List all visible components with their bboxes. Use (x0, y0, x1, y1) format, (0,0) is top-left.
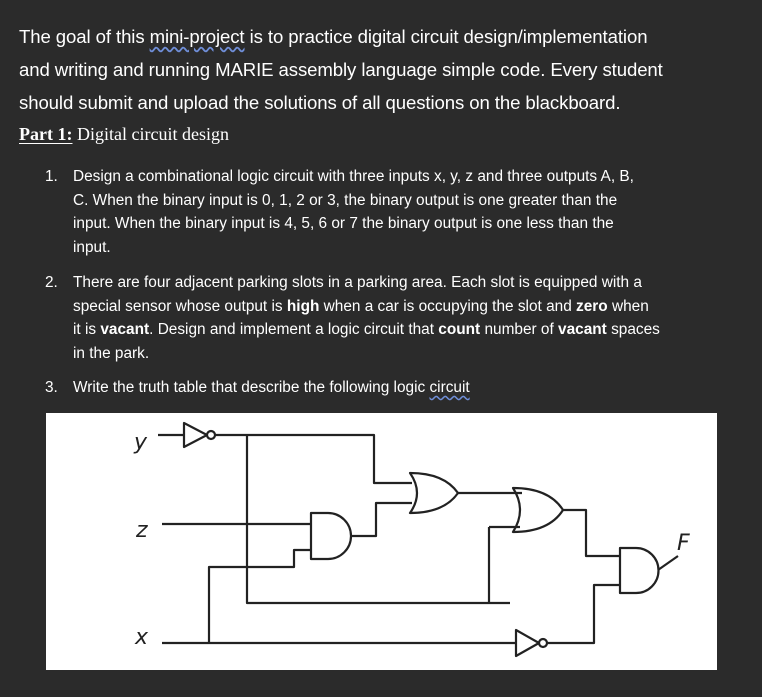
part-label: Part 1: (19, 124, 73, 144)
text-run: when (607, 297, 649, 315)
question-text (73, 376, 745, 400)
question-text (73, 295, 745, 319)
output-wire (658, 556, 678, 570)
bold-text: vacant (558, 321, 607, 338)
input-label-x: x (135, 625, 149, 650)
question-text: input. (73, 238, 111, 256)
wire (547, 585, 620, 643)
question-number: 3. (45, 379, 58, 396)
text-run: . Design and implement a logic circuit that (149, 321, 439, 338)
text-run: it is (73, 321, 101, 338)
bold-text: vacant (100, 321, 150, 338)
question-number: 1. (45, 168, 58, 185)
intro-line-3: should submit and upload the solutions of all questions on the blackboard. (19, 92, 621, 113)
spellcheck-word: mini-project (149, 26, 245, 47)
logic-circuit-diagram (46, 413, 717, 670)
question-3 (45, 376, 745, 400)
question-list (45, 165, 745, 400)
and-gate-1 (311, 513, 351, 559)
question-2 (45, 271, 745, 365)
and-gate-final (620, 548, 659, 593)
intro-text: is to practice digital circuit design/implementation (244, 26, 648, 47)
bold-text: high (286, 297, 320, 315)
wire (215, 435, 412, 483)
question-number: 2. (45, 274, 58, 291)
question-1 (45, 165, 745, 259)
text-run: spaces (606, 321, 660, 338)
question-text: There are four adjacent parking slots in a parking area. Each slot is equipped with a (73, 274, 642, 291)
text-run: when a car is occupying the slot and (319, 297, 577, 315)
part-1-heading (19, 121, 229, 147)
intro-text: The goal of this (19, 26, 150, 47)
wire (209, 550, 311, 643)
not-bubble (207, 431, 215, 439)
or-gate-1 (410, 473, 458, 513)
circuit-svg (46, 413, 717, 670)
output-label-f: F (677, 531, 690, 556)
question-text (73, 318, 745, 342)
not-gate-x (516, 630, 539, 656)
text-run: special sensor whose output is (73, 297, 287, 315)
wire (563, 510, 620, 556)
intro-line-1 (19, 20, 754, 53)
question-text: Design a combinational logic circuit with three inputs x, y, z and three outputs A, B, (73, 168, 634, 185)
not-gate-y (184, 423, 207, 447)
spellcheck-word: circuit (429, 379, 470, 396)
not-bubble (539, 639, 547, 647)
intro-paragraph (19, 20, 754, 119)
text-run: number of (480, 321, 559, 338)
part-title: Digital circuit design (76, 124, 229, 144)
question-text: input. When the binary input is 4, 5, 6 or 7 the binary output is one less than the (73, 215, 614, 232)
question-text: C. When the binary input is 0, 1, 2 or 3, the binary output is one greater than the (73, 191, 618, 209)
bold-text: zero (576, 297, 608, 315)
question-text: in the park. (73, 344, 150, 362)
input-label-z: z (136, 518, 148, 543)
or-gate-2 (513, 488, 563, 532)
bold-text: count (438, 321, 481, 338)
wire (351, 503, 412, 536)
text-run: Write the truth table that describe the following logic (73, 379, 430, 396)
wire (247, 435, 510, 603)
intro-line-2: and writing and running MARIE assembly language simple code. Every student (19, 59, 663, 80)
input-label-y: y (134, 430, 148, 455)
